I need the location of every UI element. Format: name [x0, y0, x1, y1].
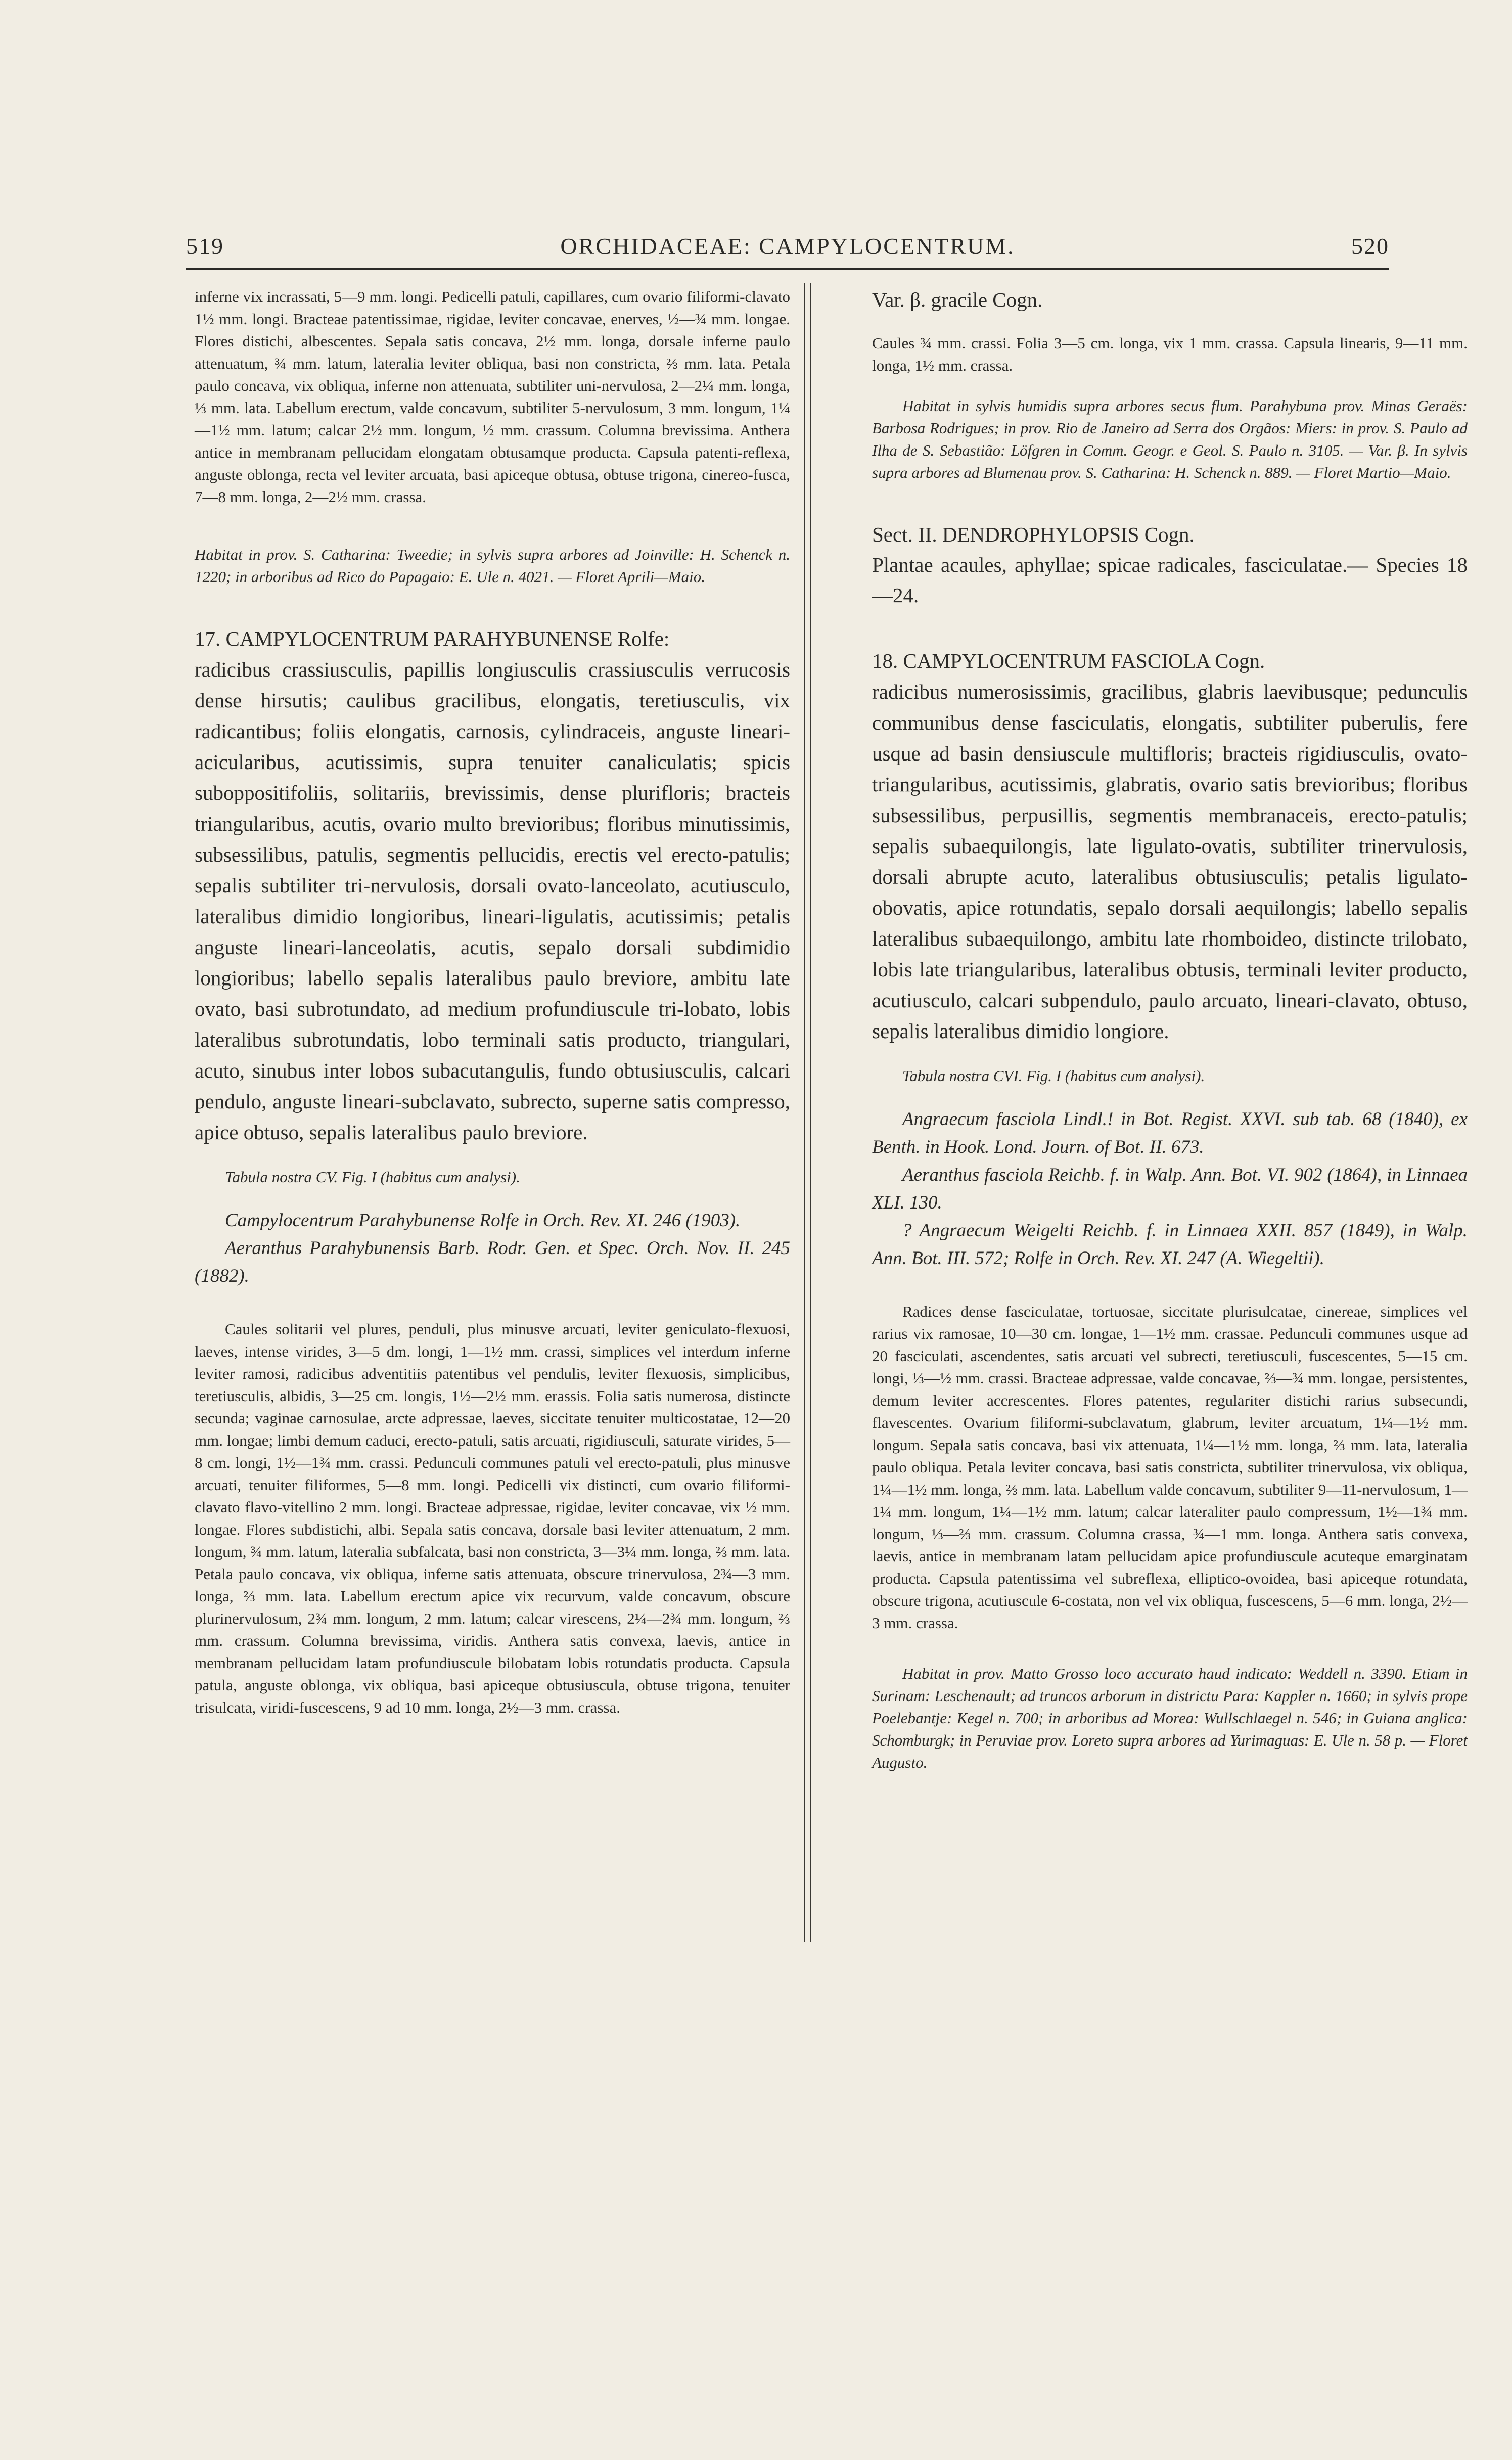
habitat-paragraph: Habitat in prov. S. Catharina: Tweedie; in sylvis supra arbores ad Joinville: H. Schenck n. 1220; in arboribus ad Rico do Papagaio: E. Ule n. 4021. — Floret Aprili—Maio.	[195, 546, 790, 586]
species-18-habitat: Habitat in prov. Matto Grosso loco accurato haud indicato: Weddell n. 3390. Etiam in Surinam: Leschenault; ad truncos arborum in districtu Para: Kappler n. 1660; in sylvis prope Poelebantje: Kegel n. 700; in arboribus ad Morea: Wullschlaegel n. 546; in Guiana anglica: Schomburgk; in Peruviae prov. Loreto supra arbores ad Yurimaguas: E. Ule n. 58 p. — Floret Augusto.	[872, 1665, 1468, 1771]
species-18-heading: 18. CAMPYLOCENTRUM FASCIOLA Cogn.	[872, 649, 1265, 673]
species-18-plate-reference: Tabula nostra CVI. Fig. I (habitus cum analysi).	[902, 1067, 1205, 1085]
species-17-synonym: Campylocentrum Parahybunense Rolfe in Orch. Rev. XI. 246 (1903).	[225, 1210, 741, 1231]
species-18-detailed-description: Radices dense fasciculatae, tortuosae, siccitate plurisulcatae, cinereae, simplices vel rarius vix ramosae, 10—30 cm. longae, 1—1½ mm. crassae. Pedunculi communes usque ad 20 fasciculati, ascendentes, satis arcuati vel subrecti, teretiusculi, fuscescentes, 5—15 cm. longi, ⅓—½ mm. crassi. Bracteae adpressae, valde concavae, ⅔—¾ mm. longae, persistentes, demum leviter accrescentes. Flores patentes, regulariter distichi rarius subsecundi, flavescentes. Ovarium filiformi-subclavatum, glabrum, leviter arcuatum, 1¼—1½ mm. longum. Sepala satis concava, basi vix attenuata, 1¼—1½ mm. longa, ⅔ mm. lata, lateralia paulo obliqua. Petala leviter concava, basi satis constricta, subtiliter trinervulosa, vix obliqua, 1¼—1½ mm. longa, ⅔ mm. lata. Labellum valde concavum, subtiliter 9—11-nervulosum, 1—1¼ mm. longum, 1¼—1½ mm. latum; calcar lateraliter paulo compressum, 1½—1¾ mm. longum, ⅓—⅔ mm. crassum. Columna crassa, ¾—1 mm. longa. Anthera satis convexa, laevis, antice in membranam latam pellucidam apice profundiuscule acuteque emarginatam producta. Capsula patentissima vel subreflexa, elliptico-ovoidea, basi apiceque rotundata, obscure trigona, acutiuscule 6-costata, non vel vix obliqua, fuscescens, 5—6 mm. longa, 2½—3 mm. crassa.	[872, 1303, 1468, 1632]
page-number-right: 520	[1351, 233, 1389, 259]
column-divider	[804, 283, 805, 1942]
page-header	[186, 222, 1389, 268]
section-description: Plantae acaules, aphyllae; spicae radicales, fasciculatae.— Species 18—24.	[872, 553, 1468, 607]
section-heading: Sect. II. DENDROPHYLOPSIS Cogn.	[872, 523, 1195, 546]
species-17-description: radicibus crassiusculis, papillis longiusculis crassiusculis verrucosis dense hirsutis; caulibus gracilibus, elongatis, teretiusculis, vix radicantibus; foliis elongatis, carnosis, cylindraceis, anguste lineari-acicularibus, acutissimis, supra tenuiter canaliculatis; spicis suboppositifoliis, solitariis, brevissimis, dense plurifloris; bracteis triangularibus, acutis, ovario multo brevioribus; floribus minutissimis, subsessilibus, patulis, segmentis pellucidis, erectis vel erecto-patulis; sepalis subtiliter tri-nervulosis, dorsali ovato-lanceolato, acutiusculo, lateralibus dimidio longioribus, lineari-ligulatis, acutissimis; petalis anguste lineari-lanceolatis, acutis, sepalo dorsali subdimidio longioribus; labello sepalis lateralibus paulo breviore, ambitu late ovato, basi subrotundato, ad medium profundiuscule tri-lobato, lobis lateralibus subrotundatis, lobo terminali satis producto, triangulari, acuto, sinubus inter lobos subacutangulis, fundo obtusiusculis, calcari pendulo, anguste lineari-subclavato, subrecto, superne satis compresso, apice obtuso, sepalis lateralibus paulo breviore.	[195, 658, 790, 1144]
continued-description: inferne vix incrassati, 5—9 mm. longi. Pedicelli patuli, capillares, cum ovario filiformi-clavato 1½ mm. longi. Bracteae patentissimae, rigidae, leviter concavae, enerves, ½—¾ mm. longae. Flores distichi, albescentes. Sepala satis concava, 2½ mm. longa, dorsale inferne paulo attenuatum, ¾ mm. latum, lateralia leviter obliqua, basi non constricta, ⅔ mm. lata. Petala paulo concava, vix obliqua, inferne non attenuata, subtiliter uni-nervulosa, 2—2¼ mm. longa, ⅓ mm. lata. Labellum erectum, valde concavum, subtiliter 5-nervulosum, 3 mm. longum, 1¼—1½ mm. latum; calcar 2½ mm. longum, ½ mm. crassum. Columna brevissima. Anthera antice in membranam pellucidam elongatam obtusamque producta. Capsula patenti-reflexa, anguste oblonga, recta vel leviter arcuata, basi apiceque obtusa, obtuse trigona, cinereo-fusca, 7—8 mm. longa, 2—2½ mm. crassa.	[195, 288, 790, 506]
species-17-heading: 17. CAMPYLOCENTRUM PARAHYBUNENSE Rolfe:	[195, 627, 670, 650]
page-number-left: 519	[186, 233, 224, 259]
species-17-plate-reference: Tabula nostra CV. Fig. I (habitus cum analysi).	[225, 1168, 520, 1186]
left-column	[195, 286, 790, 1719]
species-18-synonym: ? Angraecum Weigelti Reichb. f. in Linnaea XXII. 857 (1849), in Walp. Ann. Bot. III. 572; Rolfe in Orch. Rev. XI. 247 (A. Wiegeltii).	[872, 1220, 1468, 1269]
species-17-synonym: Aeranthus Parahybunensis Barb. Rodr. Gen. et Spec. Orch. Nov. II. 245 (1882).	[195, 1238, 790, 1286]
species-18-synonym: Aeranthus fasciola Reichb. f. in Walp. Ann. Bot. VI. 902 (1864), in Linnaea XLI. 130.	[872, 1165, 1468, 1213]
species-18-synonym: Angraecum fasciola Lindl.! in Bot. Regist. XXVI. sub tab. 68 (1840), ex Benth. in Hook. Lond. Journ. of Bot. II. 673.	[872, 1109, 1468, 1157]
variety-description: Caules ¾ mm. crassi. Folia 3—5 cm. longa, vix 1 mm. crassa. Capsula linearis, 9—11 mm. longa, 1½ mm. crassa.	[872, 334, 1468, 374]
species-18-description: radicibus numerosissimis, gracilibus, glabris laevibusque; pedunculis communibus dense fasciculatis, elongatis, subtiliter puberulis, fere usque ad basin densiuscule multifloris; bracteis rigidiusculis, ovato-triangularibus, acutissimis, glabratis, ovario satis brevioribus; floribus subsessilibus, perpusillis, segmentis membranaceis, erecto-patulis; sepalis subaequilongis, late ligulato-ovatis, subtiliter trinervulosis, dorsali abrupte acuto, lateralibus obtusiusculis; petalis ligulato-obovatis, apice rotundatis, sepalo dorsali aequilongis; labello sepalis lateralibus subaequilongo, ambitu late rhomboideo, distincte trilobato, lobis late triangularibus, lateralibus obtusis, terminali leviter producto, acutiusculo, calcari subpendulo, paulo arcuato, lineari-clavato, obtuso, sepalis lateralibus dimidio longiore.	[872, 680, 1468, 1043]
column-divider-inner	[810, 283, 811, 1942]
page-title: ORCHIDACEAE: CAMPYLOCENTRUM.	[560, 233, 1015, 259]
right-column	[872, 286, 1468, 1774]
variety-habitat: Habitat in sylvis humidis supra arbores secus flum. Parahybuna prov. Minas Geraës: Barbosa Rodrigues; in prov. Rio de Janeiro ad Serra dos Orgãos: Miers: in prov. S. Paulo ad Ilha de S. Sebastião: Löfgren in Comm. Geogr. e Geol. S. Paulo n. 3105. — Var. β. In sylvis supra arbores ad Blumenau prov. S. Catharina: H. Schenck n. 889. — Floret Martio—Maio.	[872, 397, 1468, 481]
species-17-detailed-description: Caules solitarii vel plures, penduli, plus minusve arcuati, leviter geniculato-flexuosi, laeves, intense virides, 3—5 dm. longi, 1—1½ mm. crassi, simplices vel interdum inferne leviter ramosi, radicibus adventitiis patentibus vel pendulis, leviter flexuosis, simplicibus, teretiusculis, albidis, 3—25 cm. longis, 1½—2½ mm. erassis. Folia satis numerosa, distincte secunda; vaginae carnosulae, arcte adpressae, laeves, siccitate tenuiter multicostatae, 12—20 mm. longae; limbi demum caduci, erecto-patuli, satis arcuati, rigidiusculi, saturate virides, 5—8 cm. longi, 1½—1¾ mm. crassi. Pedunculi communes patuli vel erecto-patuli, plus minusve arcuati, tenuiter filiformes, 5—8 mm. longi. Pedicelli vix distincti, cum ovario filiformi-clavato flavo-vitellino 2 mm. longi. Bracteae adpressae, rigidae, leviter concavae, vix ½ mm. longae. Flores subdistichi, albi. Sepala satis concava, dorsale basi leviter attenuatum, 2 mm. longum, ¾ mm. latum, lateralia subfalcata, basi non constricta, 3—3¼ mm. longa, ⅔ mm. lata. Petala paulo concava, vix obliqua, inferne satis attenuata, obscure trinervulosa, 2¾—3 mm. longa, ⅔ mm. lata. Labellum erectum apice vix recurvum, valde concavum, obscure plurinervulosum, 2¾ mm. longum, 2 mm. latum; calcar virescens, 2¼—2¾ mm. longum, ⅔ mm. crassum. Columna brevissima, viridis. Anthera satis convexa, laevis, antice in membranam pellucidam latam profundiuscule bilobatam lobis rotundatis producta. Capsula patula, anguste oblonga, vix obliqua, basi apiceque obtusiuscula, obtuse trigona, tenuiter trisulcata, viridi-fuscescens, 9 ad 10 mm. longa, 2½—3 mm. crassa.	[195, 1320, 790, 1716]
variety-heading: Var. β. gracile Cogn.	[872, 288, 1043, 311]
header-rule	[186, 268, 1389, 270]
